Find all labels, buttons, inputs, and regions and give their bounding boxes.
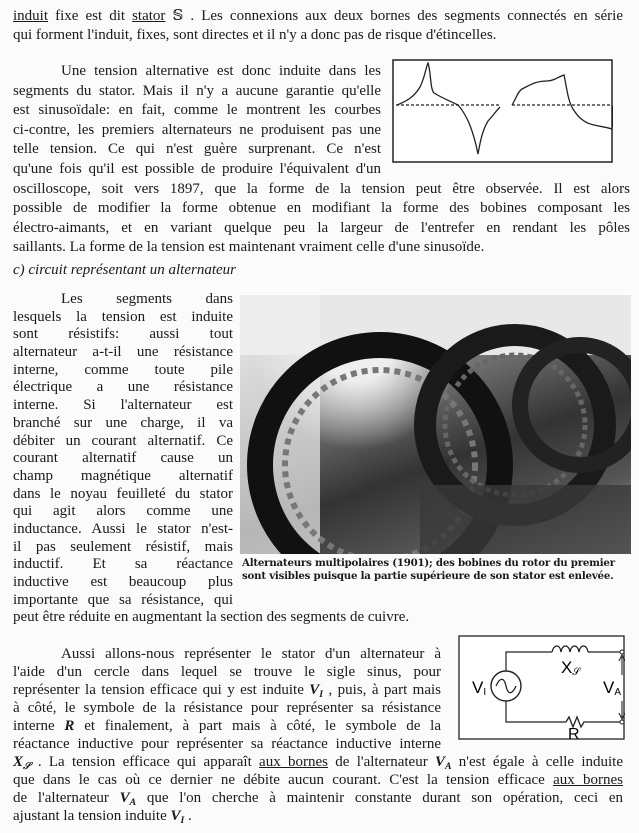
text-run: peut être réduite en augmentant la section des segments de cuivre. <box>13 609 410 626</box>
text-run: électro-aimants, et en variant quelque peu la largeur de l'entrefer en rendant les pôles <box>13 219 630 236</box>
text-line <box>13 240 630 255</box>
symbol-text: I <box>180 814 185 826</box>
output-voltage-label: VA <box>603 678 622 698</box>
text-run: telle tension. Ce qui n'est guère surprenant. Ce n'est <box>13 141 381 158</box>
text-run: dans le noyau feuilleté du stator <box>13 485 233 502</box>
underlined-term: stator <box>132 8 166 24</box>
text-line <box>13 522 233 537</box>
text-run: inductance. Aussi le stator n'est- <box>13 520 233 537</box>
symbol-text: V <box>309 682 320 698</box>
text-line <box>13 593 233 608</box>
text-run: 𝕊 . Les connexions aux deux bornes des segments connectés en série <box>165 8 623 24</box>
text-run: à côté, le symbole de la résistance pour représenter sa résistance <box>13 700 441 716</box>
text-run: réactance inductive pour représenter sa réactance inductive interne <box>13 736 441 752</box>
text-run: Aussi allons-nous représenter le stator d'un alternateur à <box>61 646 441 662</box>
underlined-term: induit <box>13 8 49 24</box>
symbol-text: R <box>64 718 75 734</box>
text-run: interne, comme toute pile <box>13 361 233 378</box>
text-line <box>13 310 233 325</box>
text-run: courant alternatif cause un <box>13 450 233 467</box>
text-run: alternateur a-t-il une résistance <box>13 344 233 361</box>
symbol-text: I <box>319 688 324 700</box>
text-run: possible de modifier la forme obtenue en modifiant la forme des bobines composant les <box>13 200 630 217</box>
symbol-text: V <box>170 808 181 824</box>
text-run: électrique a une résistance <box>13 379 233 396</box>
text-run: que l'on cherche à maintenir constante durant son opération, ceci en <box>136 790 623 806</box>
text-run: l'aide d'un cercle dans lequel se trouve le sigle sinus, pour <box>13 664 441 680</box>
text-line <box>13 647 441 662</box>
paragraph-3 <box>13 291 410 628</box>
alternator-circuit-diagram <box>458 635 625 740</box>
inductor-label: X𝒮 <box>561 658 581 678</box>
text-line <box>13 9 623 24</box>
text-run: ajustant la tension induite <box>13 808 171 824</box>
text-run: sont résistifs: aussi tout <box>13 326 233 343</box>
symbol-text: V <box>434 754 445 770</box>
symbol-text: A <box>444 760 452 772</box>
underlined-term: aux bornes <box>553 772 623 788</box>
text-run: importante que sa résistance, qui <box>13 591 233 608</box>
waveform-figure <box>392 59 613 163</box>
text-line <box>13 451 233 466</box>
text-run: qu'une fois qu'il est possible de produire l'équivalent d'un <box>13 160 381 177</box>
text-line <box>13 557 233 572</box>
text-line <box>13 737 441 752</box>
paragraph-4 <box>13 646 624 827</box>
text-line <box>13 809 623 824</box>
text-line <box>13 434 233 449</box>
text-run: oscilloscope, soit vers 1897, que la forme de la tension peut être observée. Il est alors <box>13 180 630 197</box>
text-run: et finalement, à part mais à côté, le symbole de la <box>74 718 441 734</box>
text-line <box>13 416 233 431</box>
text-run: interne <box>13 718 65 734</box>
text-run: ci-contre, les premiers alternateurs ne produisent pas une <box>13 121 381 138</box>
text-run: lesquels la tension est induite <box>13 308 233 325</box>
text-line <box>13 504 233 519</box>
section-heading: c) circuit représentant un alternateur <box>13 262 237 278</box>
text-run: qui forment l'induit, fixes, sont directes et il n'y a donc pas de risque d'étincelles. <box>13 27 497 43</box>
text-line <box>13 201 630 216</box>
text-run: il pas seulement résistif, mais <box>13 538 233 555</box>
text-run: de l'alternateur <box>13 790 120 806</box>
text-line <box>13 719 441 734</box>
text-line <box>13 683 441 698</box>
text-run: qui agit alors comme une <box>13 503 233 520</box>
text-line <box>13 64 381 79</box>
text-run: fixe est dit <box>48 8 133 24</box>
text-line <box>13 327 233 342</box>
terminal-top <box>620 650 624 654</box>
source-label: VI <box>472 678 487 698</box>
text-line <box>13 398 233 413</box>
alternator-photo <box>240 295 631 554</box>
text-line <box>13 363 233 378</box>
text-line <box>13 610 485 625</box>
underlined-term: aux bornes <box>259 754 328 770</box>
text-run: est sinusoïdale: en fait, comme le montrent les courbes <box>13 102 381 119</box>
figure-frame <box>393 60 612 162</box>
text-run: interne. Si l'alternateur est <box>13 397 233 414</box>
text-run: inductif. Et sa réactance <box>13 556 233 573</box>
text-line <box>13 221 630 236</box>
text-run: n'est égale à celle induite <box>451 754 624 770</box>
text-run: inductive est beaucoup plus <box>13 574 233 590</box>
paragraph-1 <box>13 9 623 47</box>
resistor-label: R <box>568 726 580 740</box>
text-run: de l'alternateur <box>327 754 435 770</box>
text-line <box>13 142 381 157</box>
text-line <box>13 292 233 307</box>
text-run: saillants. La forme de la tension est maintenant vraiment celle d'une sinusoïde. <box>13 239 485 256</box>
symbol-text: A <box>129 796 137 808</box>
text-line <box>13 103 381 118</box>
text-line <box>13 182 630 197</box>
text-run: , puis, à part mais <box>323 682 441 698</box>
text-run: segments du stator. Mais il n'y a aucune garantie qu'elle <box>13 82 381 99</box>
text-line <box>13 540 233 555</box>
text-line <box>13 791 623 806</box>
symbol-text: X <box>13 754 24 770</box>
text-run: . La tension efficace qui apparaît <box>30 754 260 770</box>
text-line <box>13 773 623 788</box>
text-run: représenter la tension efficace qui y est induite <box>13 682 310 698</box>
text-line <box>13 575 233 590</box>
text-line <box>13 123 381 138</box>
text-run: débiter un courant alternatif. Ce <box>13 432 233 449</box>
text-run: Une tension alternative est donc induite dans les <box>61 63 381 79</box>
text-run: branché sur une charge, il va <box>13 414 233 431</box>
text-line <box>13 665 441 680</box>
text-run: . <box>184 808 192 824</box>
paragraph-2 <box>13 63 630 260</box>
text-line <box>13 380 233 395</box>
text-run: que dans le cas où ce dernier ne débite aucun courant. C'est la tension efficace <box>13 772 554 788</box>
symbol-text: V <box>119 790 130 806</box>
text-line <box>13 487 233 502</box>
photo-caption: Alternateurs multipolaires (1901); des bobines du rotor du premier sont visibles puisque la partie supérieure de son stator est enlevée. <box>242 557 615 582</box>
text-line <box>13 701 441 716</box>
text-line <box>13 345 233 360</box>
text-line <box>13 755 623 770</box>
text-run: champ magnétique alternatif <box>13 467 233 484</box>
text-line <box>13 28 623 43</box>
text-run: Les segments dans <box>61 291 233 307</box>
text-line <box>13 84 381 99</box>
text-line <box>13 469 233 484</box>
text-line <box>13 162 381 177</box>
symbol-text: 𝒮 <box>23 760 31 772</box>
terminal-bottom <box>620 720 624 724</box>
